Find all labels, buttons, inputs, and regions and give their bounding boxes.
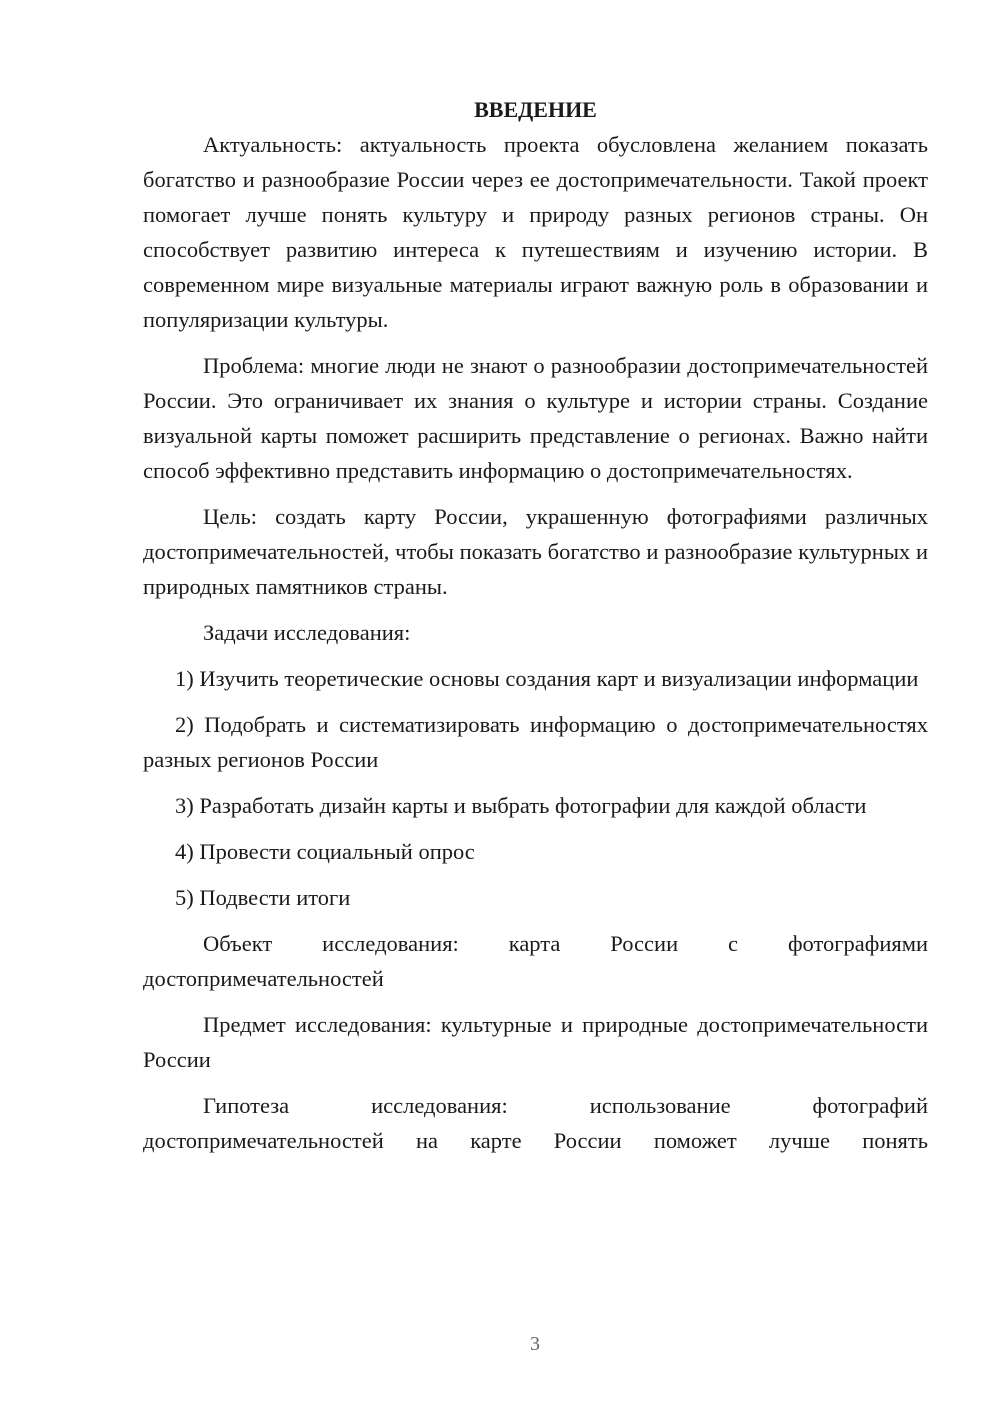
document-page	[143, 92, 928, 1169]
page-number: 3	[530, 1333, 540, 1355]
task-item-3: 3) Разработать дизайн карты и выбрать фотографии для каждой области	[175, 793, 867, 818]
goal-paragraph: Цель: создать карту России, украшенную фотографиями различных достопримечательностей, чтобы показать богатство и разнообразие культурных и природных памятников страны.	[143, 504, 928, 599]
object-paragraph: Объект исследования: карта России с фотографиями достопримечательностей	[143, 931, 928, 991]
task-item-2: 2) Подобрать и систематизировать информацию о достопримечательностях разных регионов России	[143, 712, 928, 772]
problem-paragraph: Проблема: многие люди не знают о разнообразии достопримечательностей России. Это ограничивает их знания о культуре и истории страны. Создание визуальной карты поможет расширить представление о регионах. Важно найти способ эффективно представить информацию о достопримечательностях.	[143, 353, 928, 483]
task-item-5: 5) Подвести итоги	[175, 885, 351, 910]
task-item-4: 4) Провести социальный опрос	[175, 839, 475, 864]
section-title: ВВЕДЕНИЕ	[474, 97, 597, 122]
tasks-heading: Задачи исследования:	[203, 620, 411, 645]
task-item-1: 1) Изучить теоретические основы создания карт и визуализации информации	[175, 666, 919, 691]
relevance-paragraph: Актуальность: актуальность проекта обусловлена желанием показать богатство и разнообразие России через ее достопримечательности. Такой проект помогает лучше понять культуру и природу разных регионов страны. Он способствует развитию интереса к путешествиям и изучению истории. В современном мире визуальные материалы играют важную роль в образовании и популяризации культуры.	[143, 132, 928, 332]
hypothesis-paragraph: Гипотеза исследования: использование фотографий достопримечательностей на карте России поможет лучше понять	[143, 1093, 928, 1153]
subject-paragraph: Предмет исследования: культурные и природные достопримечательности России	[143, 1012, 928, 1072]
